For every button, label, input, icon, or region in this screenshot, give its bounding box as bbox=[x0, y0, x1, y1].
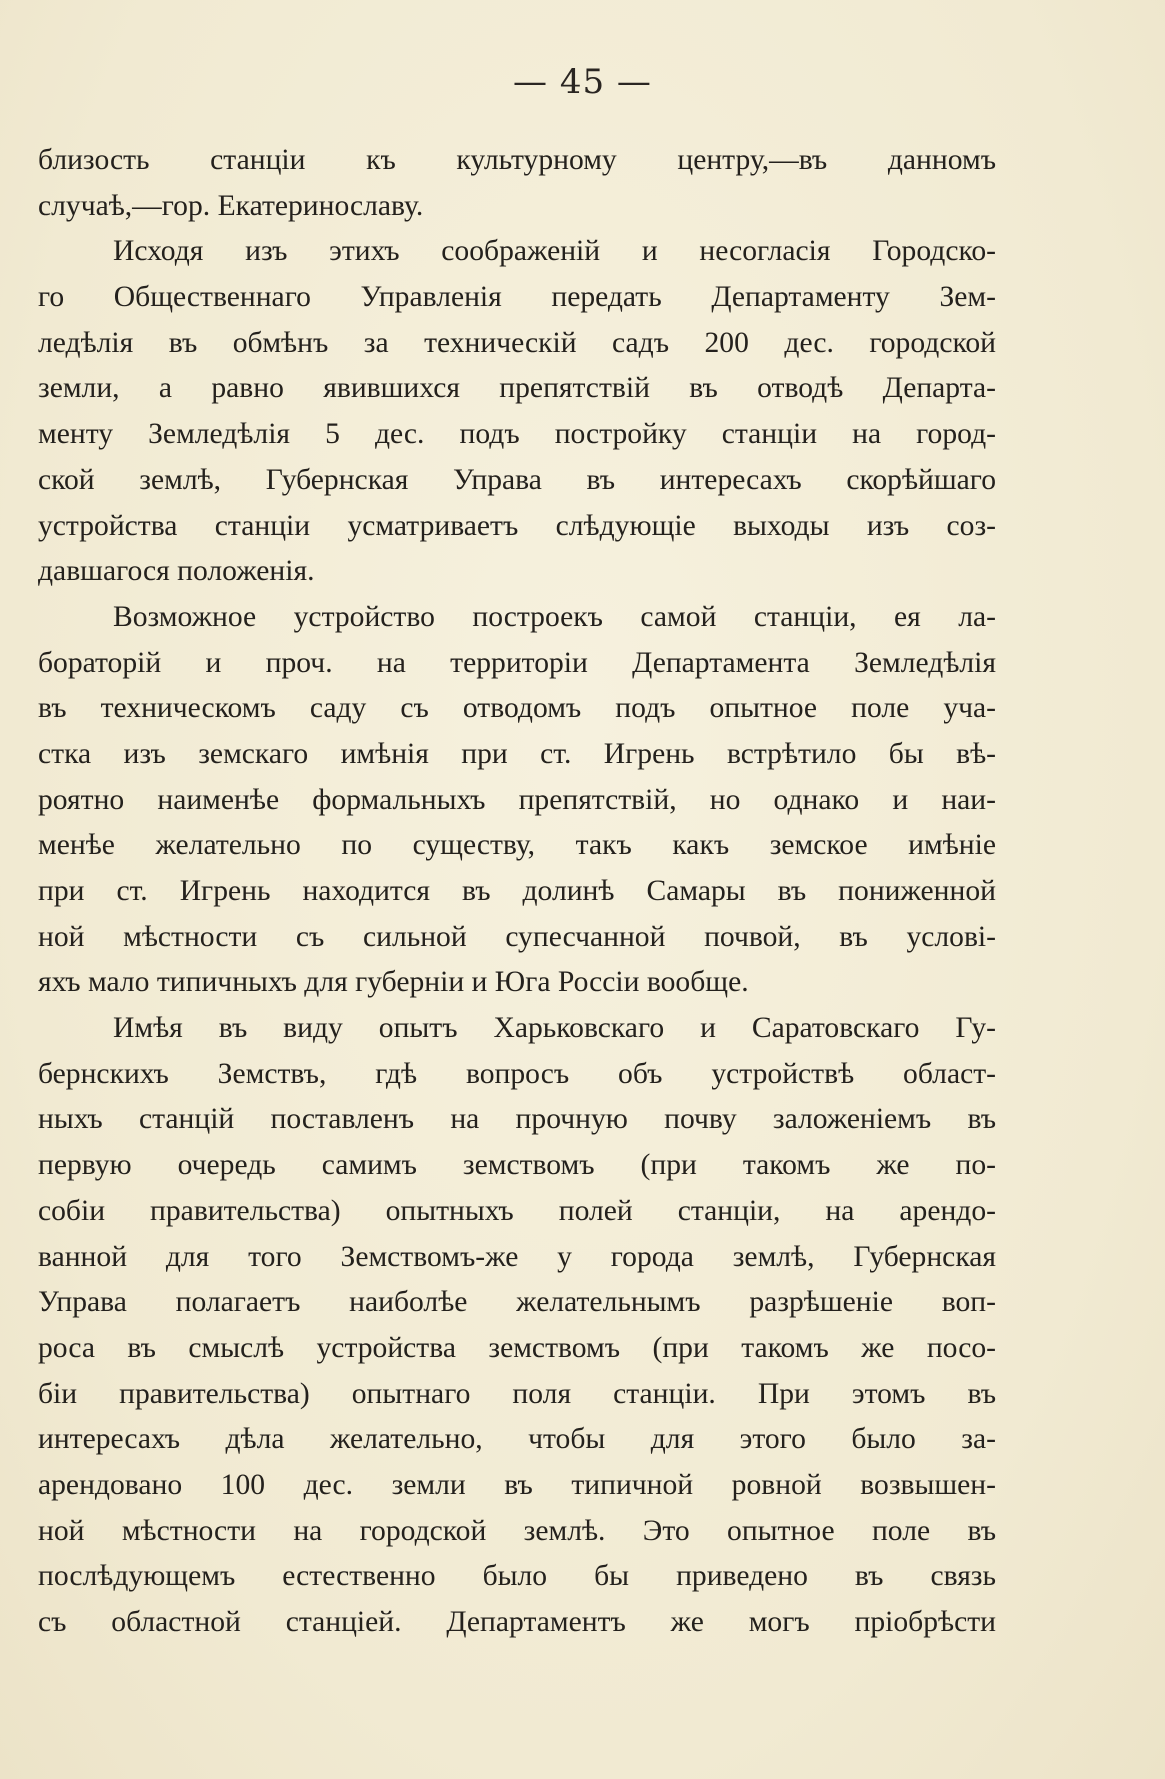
text-line: интересахъ дѣла желательно, чтобы для этого было за- bbox=[38, 1423, 996, 1456]
text-line: ской землѣ, Губернская Управа въ интересахъ скорѣйшаго bbox=[38, 463, 996, 496]
text-line: Управа полагаетъ наиболѣе желательнымъ разрѣшеніе воп- bbox=[38, 1286, 996, 1319]
text-line: случаѣ,—гор. Екатеринославу. bbox=[38, 189, 424, 222]
text-line: первую очередь самимъ земствомъ (при такомъ же по- bbox=[38, 1149, 996, 1182]
text-line: ной мѣстности съ сильной супесчанной почвой, въ услові- bbox=[38, 920, 996, 953]
text-line: менѣе желательно по существу, такъ какъ земское имѣніе bbox=[38, 829, 996, 862]
text-line: устройства станціи усматриваетъ слѣдующіе выходы изъ соз- bbox=[38, 509, 996, 542]
text-line: роятно наименѣе формальныхъ препятствій, но однако и наи- bbox=[38, 783, 996, 816]
text-line: давшагося положенія. bbox=[38, 555, 315, 588]
text-line: въ техническомъ саду съ отводомъ подъ опытное поле уча- bbox=[38, 692, 996, 725]
text-line: при ст. Игрень находится въ долинѣ Самары въ пониженной bbox=[38, 875, 996, 907]
text-line: Исходя изъ этихъ соображеній и несогласія Городско- bbox=[113, 235, 996, 268]
text-line: послѣдующемъ естественно было бы приведено въ связь bbox=[38, 1560, 996, 1593]
text-line: ной мѣстности на городской землѣ. Это опытное поле въ bbox=[38, 1514, 996, 1547]
text-line: біи правительства) опытнаго поля станціи. При этомъ въ bbox=[38, 1377, 996, 1410]
text-line: Имѣя въ виду опытъ Харьковскаго и Саратовскаго Гу- bbox=[113, 1012, 996, 1045]
page-number: — 45 — bbox=[513, 62, 652, 102]
text-line: ныхъ станцій поставленъ на прочную почву заложеніемъ въ bbox=[38, 1103, 996, 1136]
text-line: бернскихъ Земствъ, гдѣ вопросъ объ устройствѣ област- bbox=[38, 1057, 996, 1090]
text-line: арендовано 100 дес. земли въ типичной ровной возвышен- bbox=[38, 1468, 996, 1501]
text-line: ванной для того Земствомъ-же у города землѣ, Губернская bbox=[38, 1240, 996, 1273]
text-line: бораторій и проч. на территоріи Департамента Земледѣлія bbox=[38, 646, 996, 679]
text-line: Возможное устройство построекъ самой станціи, ея ла- bbox=[113, 600, 996, 633]
text-line: менту Земледѣлія 5 дес. подъ постройку станціи на город- bbox=[38, 418, 996, 451]
text-line: съ областной станціей. Департаментъ же могъ пріобрѣсти bbox=[38, 1606, 996, 1638]
text-line: го Общественнаго Управленія передать Департаменту Зем- bbox=[38, 281, 996, 314]
text-line: собіи правительства) опытныхъ полей станціи, на арендо- bbox=[38, 1194, 996, 1227]
text-line: яхъ мало типичныхъ для губерніи и Юга Россіи вообще. bbox=[38, 966, 749, 999]
text-line: земли, а равно явившихся препятствій въ отводѣ Департа- bbox=[38, 372, 996, 405]
text-line: близость станціи къ культурному центру,—въ данномъ bbox=[38, 144, 996, 176]
body-text bbox=[38, 138, 996, 1646]
text-line: стка изъ земскаго имѣнія при ст. Игрень встрѣтило бы вѣ- bbox=[38, 737, 996, 770]
text-line: роса въ смыслѣ устройства земствомъ (при такомъ же посо- bbox=[38, 1331, 996, 1364]
text-line: ледѣлія въ обмѣнъ за техническій садъ 200 дес. городской bbox=[38, 326, 996, 359]
